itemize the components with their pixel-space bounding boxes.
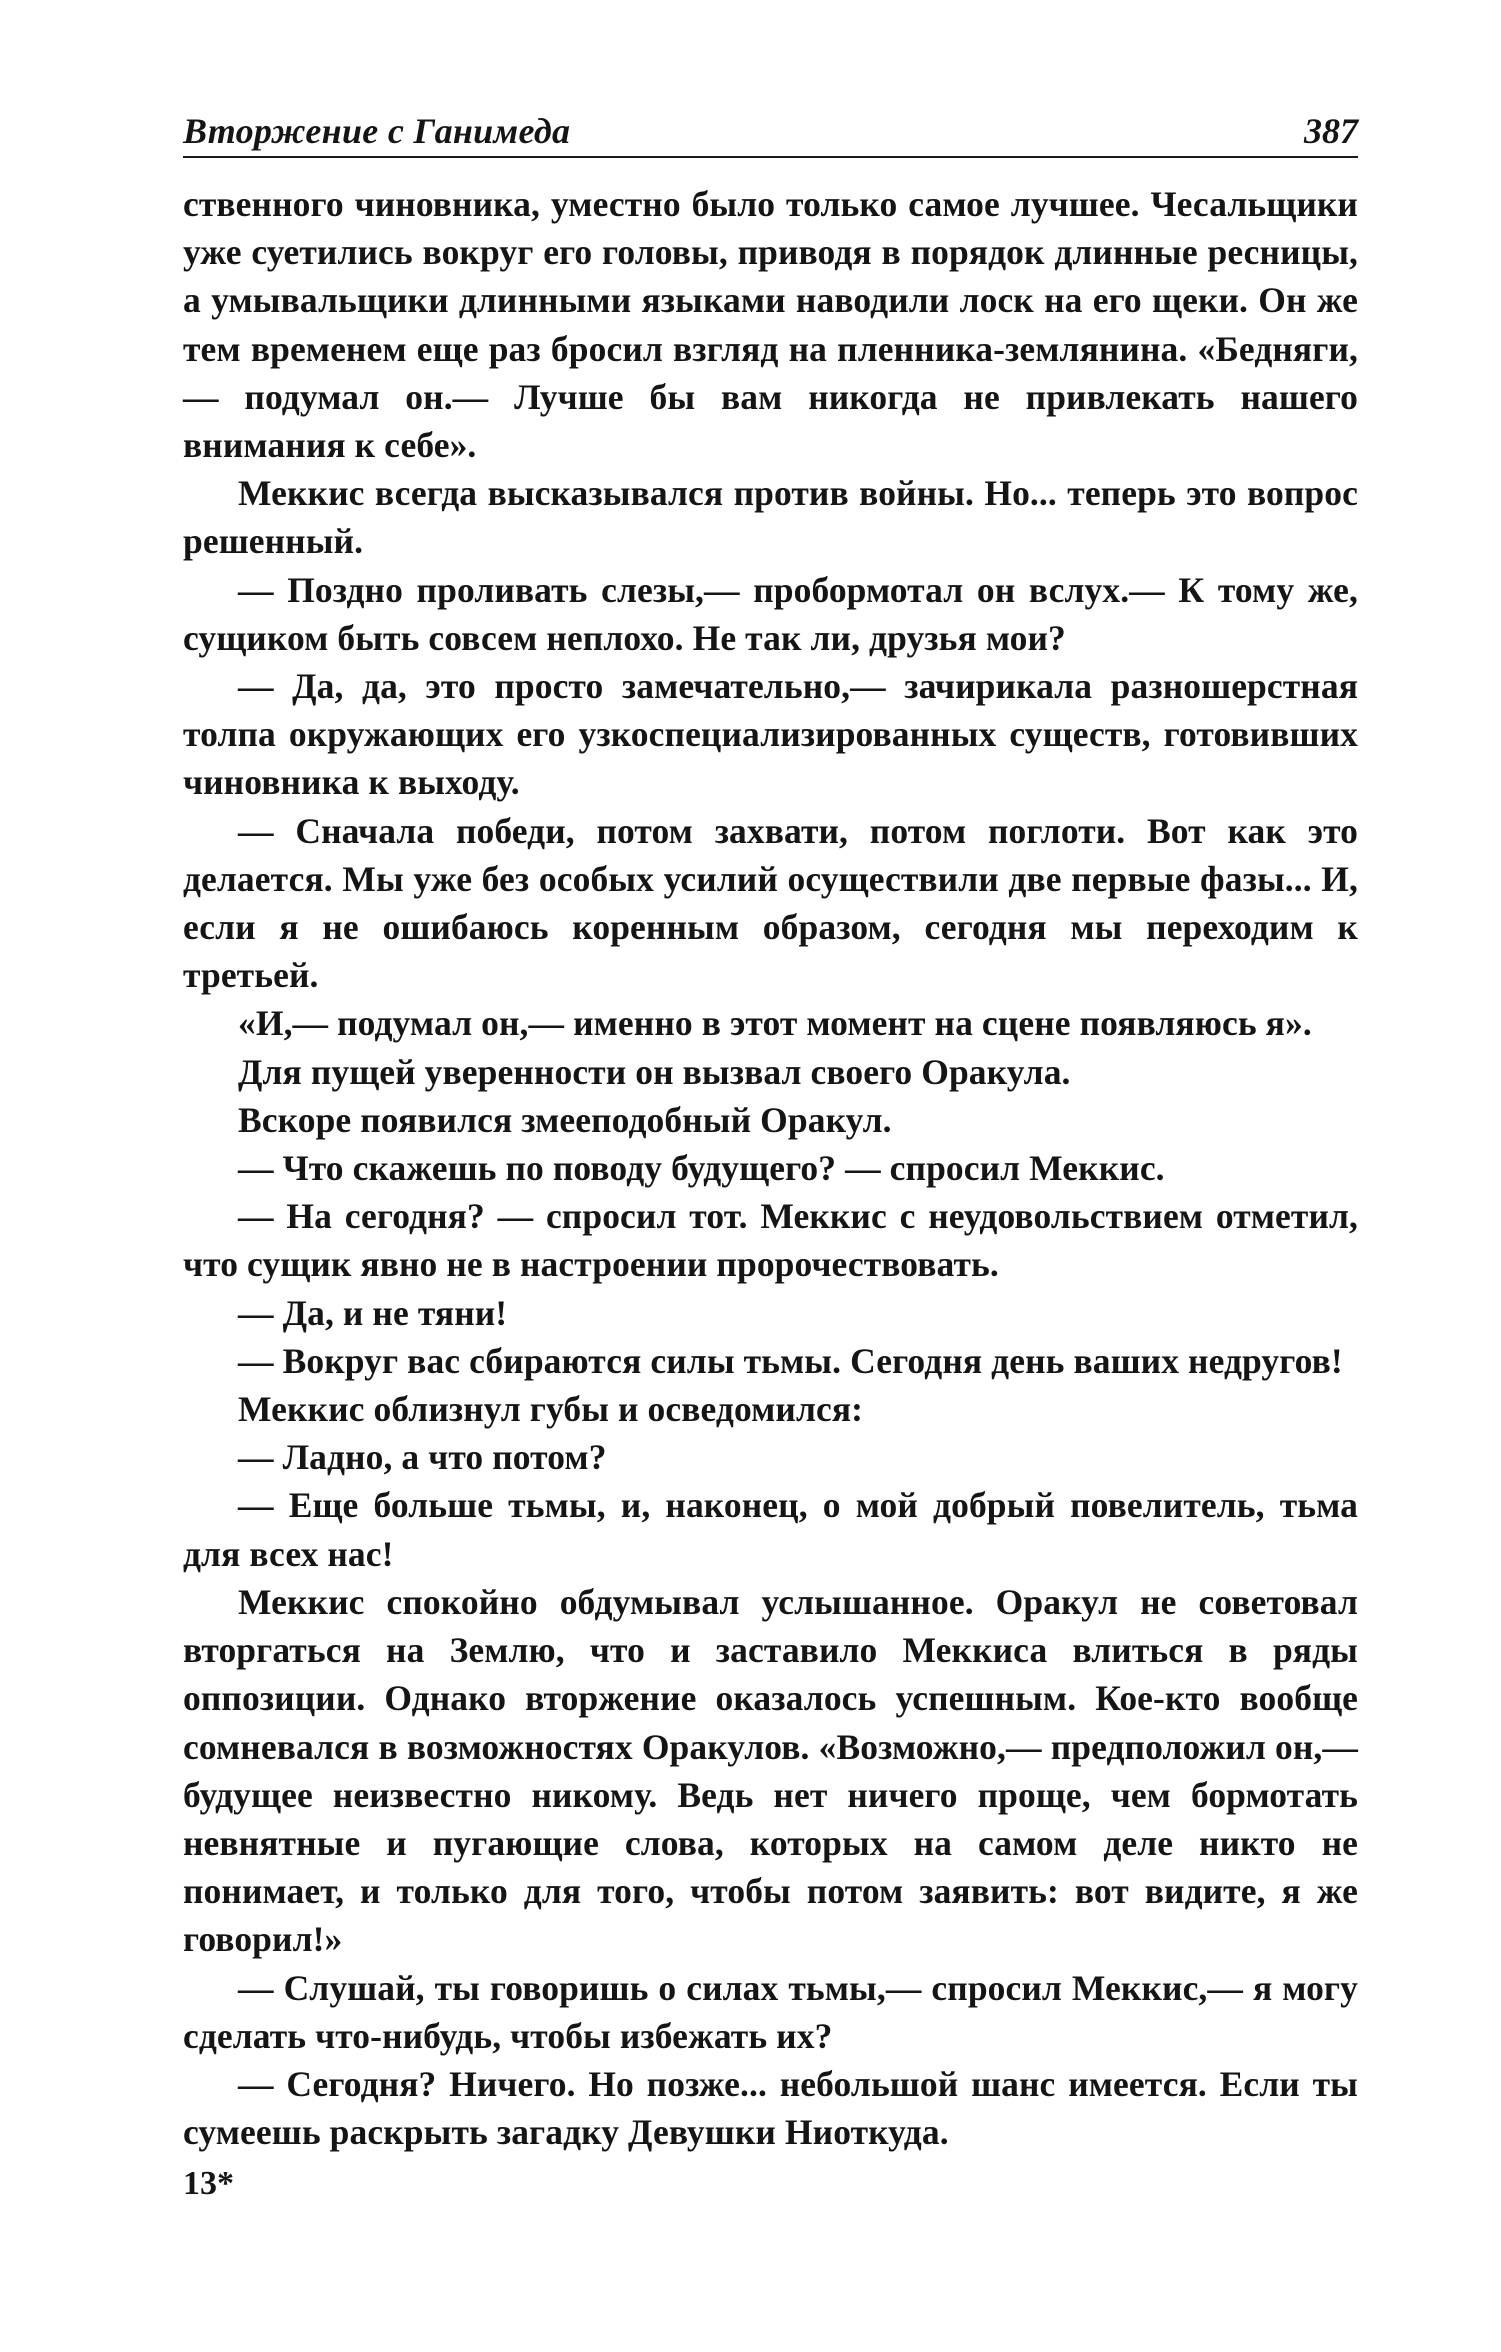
paragraph: — На сегодня? — спросил тот. Меккис с неудовольствием отметил, что сущик явно не в настроении пророчествовать.	[183, 1196, 1358, 1285]
paragraph: — Вокруг вас сбираются силы тьмы. Сегодня день ваших недругов!	[238, 1340, 1343, 1381]
body-text	[183, 180, 1358, 2156]
paragraph: «И,— подумал он,— именно в этот момент на сцене появляюсь я».	[238, 1003, 1312, 1044]
paragraph: Меккис спокойно обдумывал услышанное. Оракул не советовал вторгаться на Землю, что и заставило Меккиса влиться в ряды оппозиции. Однако вторжение оказалось успешным. Кое-кто вообще сомневался в возможностях Оракулов. «Возможно,— предположил он,— будущее неизвестно никому. Ведь нет ничего проще, чем бормотать невнятные и пугающие слова, которых на самом деле никто не понимает, и только для того, чтобы потом заявить: вот видите, я же говорил!»	[183, 1581, 1358, 1960]
paragraph: — Поздно проливать слезы,— пробормотал он вслух.— К тому же, сущиком быть совсем неплохо. Не так ли, друзья мои?	[183, 569, 1358, 658]
running-header	[183, 104, 1358, 158]
paragraph: Для пущей уверенности он вызвал своего Оракула.	[238, 1051, 1071, 1092]
paragraph: Меккис облизнул губы и осведомился:	[238, 1389, 864, 1430]
paragraph: — Да, да, это просто замечательно,— зачирикала разношерстная толпа окружающих его узкоспециализированных существ, готовивших чиновника к выходу.	[183, 666, 1358, 803]
paragraph: — Еще больше тьмы, и, наконец, о мой добрый повелитель, тьма для всех нас!	[183, 1485, 1358, 1574]
running-title: Вторжение с Ганимеда	[183, 111, 571, 151]
signature-mark: 13*	[183, 2165, 234, 2202]
paragraph: ственного чиновника, уместно было только самое лучшее. Чесальщики уже суетились вокруг его головы, приводя в порядок длинные ресницы, а умывальщики длинными языками наводили лоск на его щеки. Он же тем временем еще раз бросил взгляд на пленника-землянина. «Бедняги,— подумал он.— Лучше бы вам никогда не привлекать нашего внимания к себе».	[183, 184, 1358, 466]
paragraph: — Сначала победи, потом захвати, потом поглоти. Вот как это делается. Мы уже без особых усилий осуществили две первые фазы... И, если я не ошибаюсь коренным образом, сегодня мы переходим к третьей.	[183, 810, 1358, 996]
paragraph: — Да, и не тяни!	[238, 1292, 508, 1333]
paragraph: — Сегодня? Ничего. Но позже... небольшой шанс имеется. Если ты сумеешь раскрыть загадку Девушки Ниоткуда.	[183, 2063, 1358, 2153]
paragraph: Меккис всегда высказывался против войны. Но... теперь это вопрос решенный.	[183, 473, 1358, 562]
paragraph: — Слушай, ты говоришь о силах тьмы,— спросил Меккис,— я могу сделать что-нибудь, чтобы избежать их?	[183, 1967, 1358, 2056]
page-number: 387	[1304, 111, 1358, 151]
paragraph: Вскоре появился змееподобный Оракул.	[238, 1099, 892, 1140]
paragraph: — Ладно, а что потом?	[238, 1437, 607, 1478]
paragraph: — Что скажешь по поводу будущего? — спросил Меккис.	[238, 1148, 1165, 1189]
